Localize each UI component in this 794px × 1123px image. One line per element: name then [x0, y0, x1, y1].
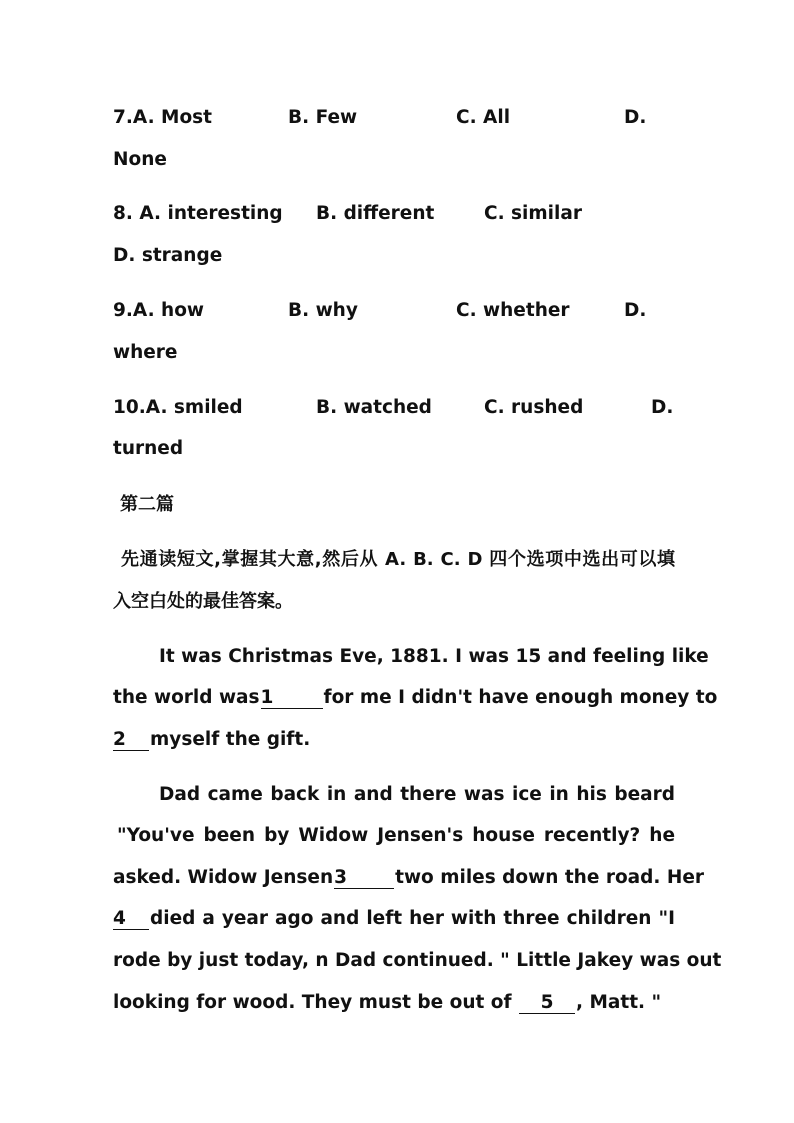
p1-line-2 — [113, 686, 718, 710]
blank-5: 5 — [519, 993, 575, 1014]
blank-2: 2 — [113, 730, 149, 751]
p1-text-a: the world was — [113, 687, 260, 708]
p2-line-4: 4 died a year ago and left her with three children "I — [113, 908, 675, 929]
blank-4: 4 — [113, 909, 149, 930]
p2-line-5: rode by just today, n Dad continued. " Little Jakey was out — [113, 950, 722, 971]
option-10d-label: D. — [651, 397, 674, 418]
option-10d-text: turned — [113, 438, 184, 459]
p2-line-2: "You've been by Widow Jensen's house recently? he — [117, 825, 675, 846]
option-7c: C. All — [456, 107, 511, 128]
option-9b: B. why — [288, 300, 358, 321]
blank-3: 3 — [334, 868, 394, 889]
option-9c: C. whether — [456, 300, 570, 321]
p1-text-b: for me I didn't have enough money to — [323, 687, 718, 708]
option-8a: 8. A. interesting — [113, 203, 283, 224]
option-10b: B. watched — [316, 397, 432, 418]
option-10a: 10.A. smiled — [113, 397, 243, 418]
option-9d-label: D. — [624, 300, 647, 321]
p1-line-1: It was Christmas Eve, 1881. I was 15 and feeling like — [159, 646, 709, 667]
option-7a: 7.A. Most — [113, 107, 213, 128]
option-8d: D. strange — [113, 245, 223, 266]
p1-text-c: myself the gift. — [150, 729, 311, 750]
instruction-line-2: 入空白处的最佳答案。 — [113, 591, 293, 612]
passage-paragraph-2 — [113, 783, 675, 807]
option-7b: B. Few — [288, 107, 358, 128]
option-9d-text: where — [113, 342, 178, 363]
blank-1: 1 — [261, 688, 323, 709]
p2-line-3: asked. Widow Jensen3 two miles down the road. Her — [113, 867, 705, 888]
option-9a: 9.A. how — [113, 300, 205, 321]
p2-line-6: looking for wood. They must be out of 5 , Matt. " — [113, 992, 662, 1013]
instruction-line-1: 先通读短文,掌握其大意,然后从 A. B. C. D 四个选项中选出可以填 — [121, 549, 675, 570]
option-7d-label: D. — [624, 107, 647, 128]
option-8b: B. different — [316, 203, 435, 224]
section-title: 第二篇 — [120, 494, 174, 515]
passage-paragraph-1 — [113, 645, 709, 669]
option-7d-text: None — [113, 149, 167, 170]
option-8c: C. similar — [484, 203, 582, 224]
p2-line-1: Dad came back in and there was ice in his beard — [159, 784, 675, 805]
option-10c: C. rushed — [484, 397, 584, 418]
section-instruction — [113, 548, 675, 572]
p1-line-3 — [113, 728, 310, 752]
